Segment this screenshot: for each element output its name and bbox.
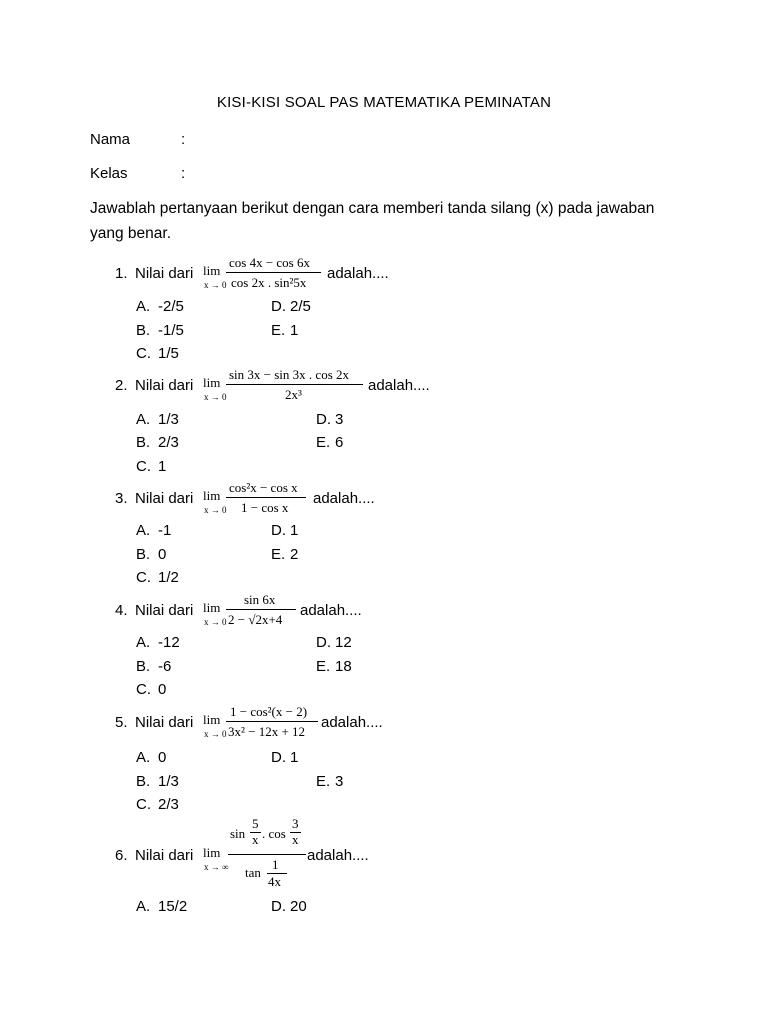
question-1 — [115, 255, 675, 305]
fraction-denominator: 2x³ — [285, 387, 302, 402]
fraction-bar — [226, 384, 363, 385]
question-number: 1. — [115, 265, 128, 282]
question-suffix: adalah.... — [313, 490, 375, 507]
numerator-cos: . cos — [262, 826, 286, 841]
class-label: Kelas — [90, 165, 128, 182]
denominator-frac-num: 1 — [272, 857, 279, 872]
numerator-frac-b-den: x — [292, 832, 299, 847]
question-prefix: Nilai dari — [135, 847, 194, 864]
denominator-tan: tan — [245, 865, 261, 880]
question-2 — [115, 367, 675, 417]
numerator-sin: sin — [230, 826, 246, 841]
question-6 — [115, 816, 675, 889]
question-5 — [115, 704, 675, 754]
question-prefix: Nilai dari — [135, 377, 194, 394]
question-prefix: Nilai dari — [135, 265, 194, 282]
question-prefix: Nilai dari — [135, 602, 194, 619]
question-3 — [115, 480, 675, 530]
question-prefix: Nilai dari — [135, 714, 194, 731]
limit-symbol: lim — [203, 375, 221, 390]
fraction-numerator: cos 4x − cos 6x — [229, 255, 310, 270]
question-suffix: adalah.... — [307, 847, 369, 864]
question-4 — [115, 592, 675, 642]
name-colon: : — [181, 131, 186, 148]
fraction-numerator: sin 3x − sin 3x . cos 2x — [229, 367, 350, 382]
main-fraction-bar — [228, 854, 306, 855]
question-number: 5. — [115, 714, 128, 731]
class-field — [90, 165, 186, 182]
numerator-frac-a-den: x — [252, 832, 259, 847]
question-suffix: adalah.... — [300, 602, 362, 619]
limit-symbol: lim — [203, 600, 221, 615]
limit-subscript: x → ∞ — [204, 862, 229, 872]
question-number: 4. — [115, 602, 128, 619]
limit-symbol: lim — [203, 488, 221, 503]
numerator-frac-a-num: 5 — [252, 816, 259, 831]
fraction-denominator: 2 − √2x+4 — [228, 612, 283, 627]
limit-subscript: x → 0 — [204, 505, 227, 515]
instruction-text: Jawablah pertanyaan berikut dengan cara memberi tanda silang (x) pada jawaban yang benar. — [90, 200, 655, 242]
fraction-bar — [226, 609, 296, 610]
class-colon: : — [181, 165, 186, 182]
fraction-denominator: 3x² − 12x + 12 — [228, 724, 306, 739]
fraction-denominator: cos 2x . sin²5x — [231, 275, 307, 290]
fraction-denominator: 1 − cos x — [241, 500, 289, 515]
limit-subscript: x → 0 — [204, 280, 227, 290]
question-number: 3. — [115, 490, 128, 507]
fraction-bar — [226, 272, 321, 273]
question-number: 2. — [115, 377, 128, 394]
question-number: 6. — [115, 847, 128, 864]
document-page: KISI-KISI SOAL PAS MATEMATIKA PEMINATAN Nama : Kelas : Jawablah pertanyaan berikut dengan cara memberi tanda silang (x) pada jawaban yang benar. 1. Nilai dari lim x → 0 cos 4x − cos 6x cos 2x . sin²5x adalah.... A. -2/5 B. -1/5 C. 1/5 D. 2/5 E. 1 2. Nilai dari lim x → 0 sin 3x − sin 3x . cos 2x 2x³ adalah.... A. 1/3 B. 2/3 C. 1 D. 3 E. 6 3. Nilai dari lim x → 0 cos²x − cos x 1 − cos x adalah.... A. -1 B. 0 C. 1/2 D. 1 E. 2 4. Nilai dari lim x → 0 sin 6x 2 − √2x+4 adalah.... A. -12 B. -6 C. 0 D. 12 E. 18 5. Nilai dari lim x → 0 1 − cos²(x − 2) 3x² − 12x + 12 adalah.... A. 0 B. 1/3 C. 2/3 D. 1 E. 3 6. Nilai dari lim x → ∞ sin 5 x . cos 3 x tan 1 4x adalah.... A. 15/2 D. 20 — [0, 0, 768, 1024]
limit-symbol: lim — [203, 845, 221, 860]
name-field — [90, 131, 186, 148]
limit-symbol: lim — [203, 263, 221, 278]
denominator-frac-den: 4x — [268, 874, 281, 889]
question-suffix: adalah.... — [327, 265, 389, 282]
question-suffix: adalah.... — [368, 377, 430, 394]
document-title: KISI-KISI SOAL PAS MATEMATIKA PEMINATAN — [216, 94, 552, 111]
limit-subscript: x → 0 — [204, 729, 227, 739]
limit-subscript: x → 0 — [204, 392, 227, 402]
fraction-bar — [226, 497, 306, 498]
limit-subscript: x → 0 — [204, 617, 227, 627]
numerator-frac-b-num: 3 — [292, 816, 299, 831]
fraction-numerator: sin 6x — [244, 592, 276, 607]
name-label: Nama — [90, 131, 131, 148]
fraction-numerator: 1 − cos²(x − 2) — [230, 704, 308, 719]
question-prefix: Nilai dari — [135, 490, 194, 507]
limit-symbol: lim — [203, 712, 221, 727]
fraction-numerator: cos²x − cos x — [229, 480, 298, 495]
fraction-bar — [226, 721, 318, 722]
question-suffix: adalah.... — [321, 714, 383, 731]
